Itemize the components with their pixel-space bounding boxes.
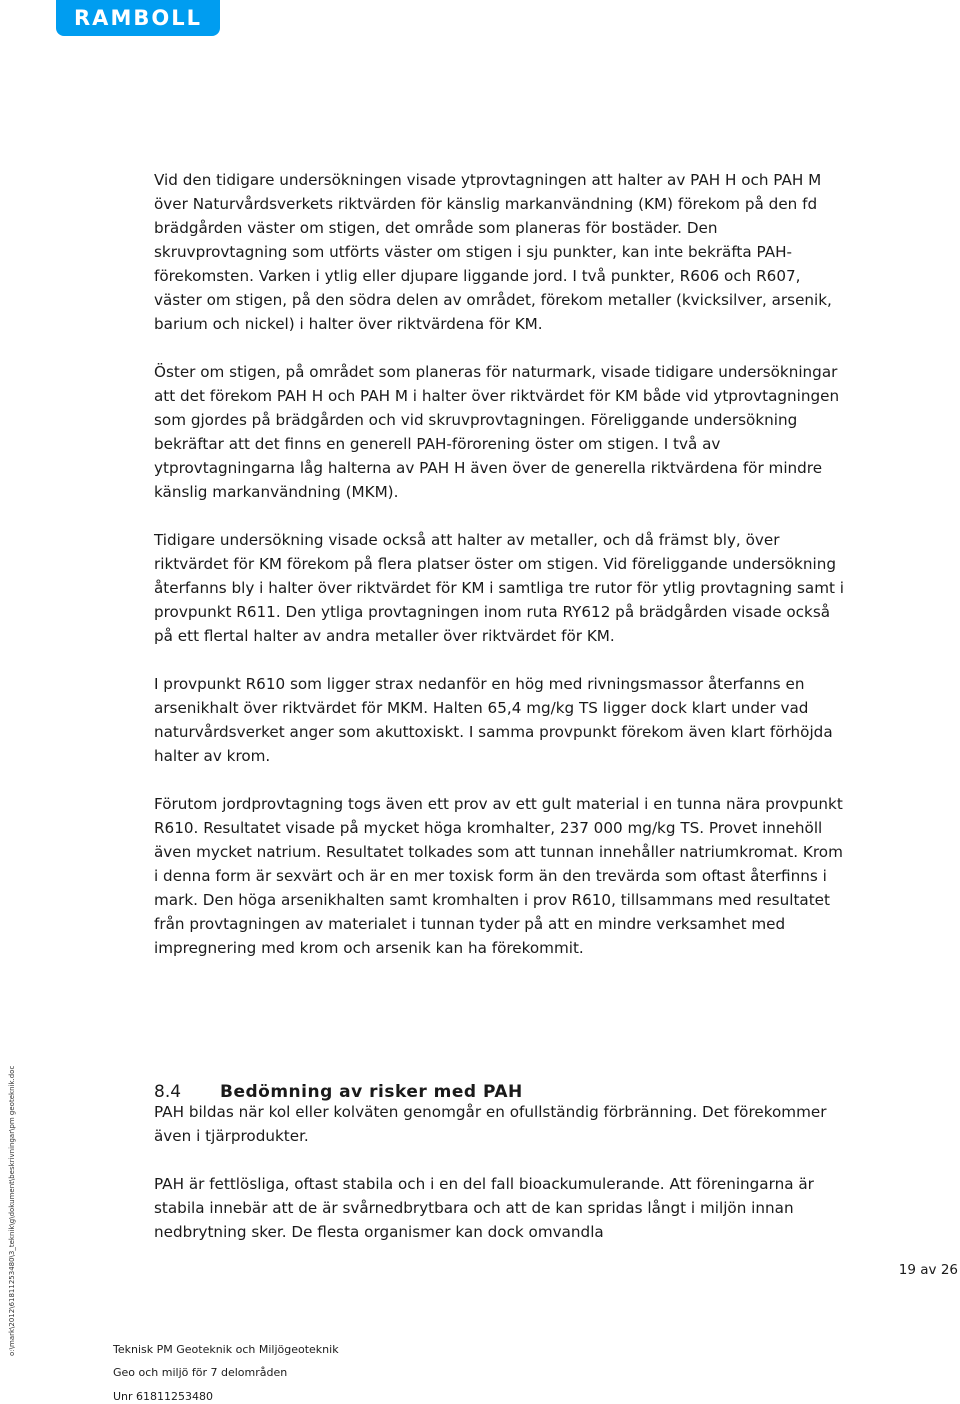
paragraph: Förutom jordprovtagning togs även ett prov av ett gult material i en tunna nära provpunkt R610. Resultatet visade på mycket höga kromhalter, 237 000 mg/kg TS. Provet innehöll även mycket natrium. Resultatet tolkades som att tunnan innehåller natriumkromat. Krom i denna form är sexvärt och är en mer toxisk form än den trevärda som oftast återfinns i mark. Den höga arsenikhalten samt kromhalten i prov R610, tillsammans med resultatet från provtagningen av materialet i tunnan tyder på att en mindre verksamhet med impregnering med krom och arsenik kan ha förekommit. [154,795,843,957]
paragraph: PAH är fettlösliga, oftast stabila och i en del fall bioackumulerande. Att föreningarna är stabila innebär att de är svårnedbrytbara och att de kan spridas långt i miljön innan nedbrytning sker. De flesta organismer kan dock omvandla [154,1175,814,1241]
footer-line: Unr 61811253480 [113,1390,214,1403]
footer-line: Geo och miljö för 7 delområden [113,1366,288,1379]
paragraph: Öster om stigen, på området som planeras för naturmark, visade tidigare undersökningar att det förekom PAH H och PAH M i halter över riktvärdet för KM både vid ytprovtagningen som gjordes på brädgården och vid skruvprovtagningen. Föreliggande undersökning bekräftar att det finns en generell PAH-förorening öster om stigen. I två av ytprovtagningarna låg halterna av PAH H även över de generella riktvärdena för mindre känslig markanvändning (MKM). [154,363,840,501]
section-number: 8.4 [154,1082,182,1102]
ramboll-logo [56,0,220,36]
file-path-margin-text: o:\mark\2012\61811253480\3_teknik\g\dokument\beskrivningar\pm geoteknik.doc [8,1065,16,1356]
section-title: Bedömning av risker med PAH [220,1082,523,1102]
footer-line: Teknisk PM Geoteknik och Miljögeoteknik [113,1343,339,1356]
paragraph: I provpunkt R610 som ligger strax nedanför en hög med rivningsmassor återfanns en arsenikhalt över riktvärdet för MKM. Halten 65,4 mg/kg TS ligger dock klart under vad naturvårdsverket anger som akuttoxiskt. I samma provpunkt förekom även klart förhöjda halter av krom. [154,675,833,765]
paragraph: Vid den tidigare undersökningen visade ytprovtagningen att halter av PAH H och PAH M över Naturvårdsverkets riktvärden för känslig markanvändning (KM) förekom på den fd brädgården väster om stigen, det område som planeras för bostäder. Den skruvprovtagning som utförts väster om stigen i sju punkter, kan inte bekräfta PAH-förekomsten. Varken i ytlig eller djupare liggande jord. I två punkter, R606 och R607, väster om stigen, på den södra delen av området, förekom metaller (kvicksilver, arsenik, barium och nickel) i halter över riktvärdena för KM. [154,171,832,333]
paragraph: PAH bildas när kol eller kolväten genomgår en ofullständig förbränning. Det förekommer även i tjärprodukter. [154,1103,827,1145]
page-number: 19 av 26 [898,1262,958,1278]
paragraph: Tidigare undersökning visade också att halter av metaller, och då främst bly, över riktvärdet för KM förekom på flera platser öster om stigen. Vid föreliggande undersökning återfanns bly i halter över riktvärdet för KM i samtliga tre rutor för ytlig provtagning samt i provpunkt R611. Den ytliga provtagningen inom ruta RY612 på brädgården visade också på ett flertal halter av andra metaller över riktvärdet för KM. [154,531,844,645]
section-body [154,1100,844,1268]
logo-text: RAMBOLL [74,6,202,30]
body-text [154,168,844,984]
